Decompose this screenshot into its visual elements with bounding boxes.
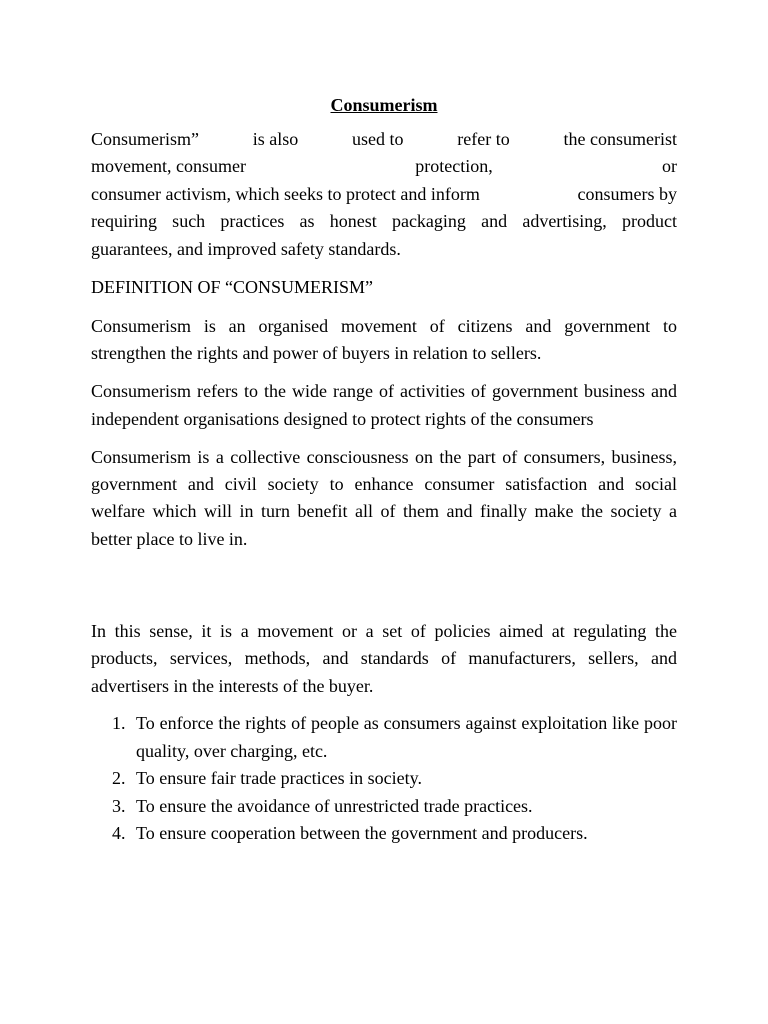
definition-paragraph-2: Consumerism refers to the wide range of activities of government business and independent organisations designed to protect rights of the consumers	[91, 381, 677, 429]
intro-line-1: Consumerism” is also used to refer to the consumerist	[91, 129, 677, 149]
blank-line	[91, 564, 677, 618]
list-number: 1.	[112, 713, 126, 734]
list-item	[91, 793, 677, 820]
document-title: Consumerism	[330, 95, 438, 115]
list-item	[91, 765, 677, 792]
definition-heading: DEFINITION OF “CONSUMERISM”	[91, 276, 373, 297]
list-item-text: To ensure the avoidance of unrestricted trade practices.	[136, 795, 533, 816]
sense-paragraph: In this sense, it is a movement or a set of policies aimed at regulating the products, services, methods, and standards of manufacturers, sellers, and advertisers in the interests of the buyer.	[91, 620, 677, 696]
intro-paragraph	[91, 126, 677, 263]
intro-line-3: consumer activism, which seeks to protect and inform consumers by	[91, 183, 677, 204]
list-number: 4.	[112, 823, 126, 844]
list-item-text: To ensure fair trade practices in society.	[136, 768, 422, 789]
intro-line-2: movement, consumer protection, or	[91, 156, 677, 177]
list-item-text: To enforce the rights of people as consumers against exploitation like poor quality, over charging, etc.	[136, 713, 677, 761]
list-number: 2.	[112, 768, 126, 789]
definition-paragraph-3: Consumerism is a collective consciousness on the part of consumers, business, government and civil society to enhance consumer satisfaction and social welfare which will in turn benefit all of them and finally make the society a better place to live in.	[91, 446, 677, 549]
list-item-text: To ensure cooperation between the government and producers.	[136, 823, 588, 844]
list-item	[91, 820, 677, 847]
definition-paragraph-1: Consumerism is an organised movement of citizens and government to strengthen the rights and power of buyers in relation to sellers.	[91, 315, 677, 364]
document-page	[91, 92, 677, 847]
intro-rest: requiring such practices as honest packaging and advertising, product guarantees, and improved safety standards.	[91, 211, 677, 259]
objectives-list	[91, 710, 677, 847]
list-item	[91, 710, 677, 765]
list-number: 3.	[112, 795, 126, 816]
